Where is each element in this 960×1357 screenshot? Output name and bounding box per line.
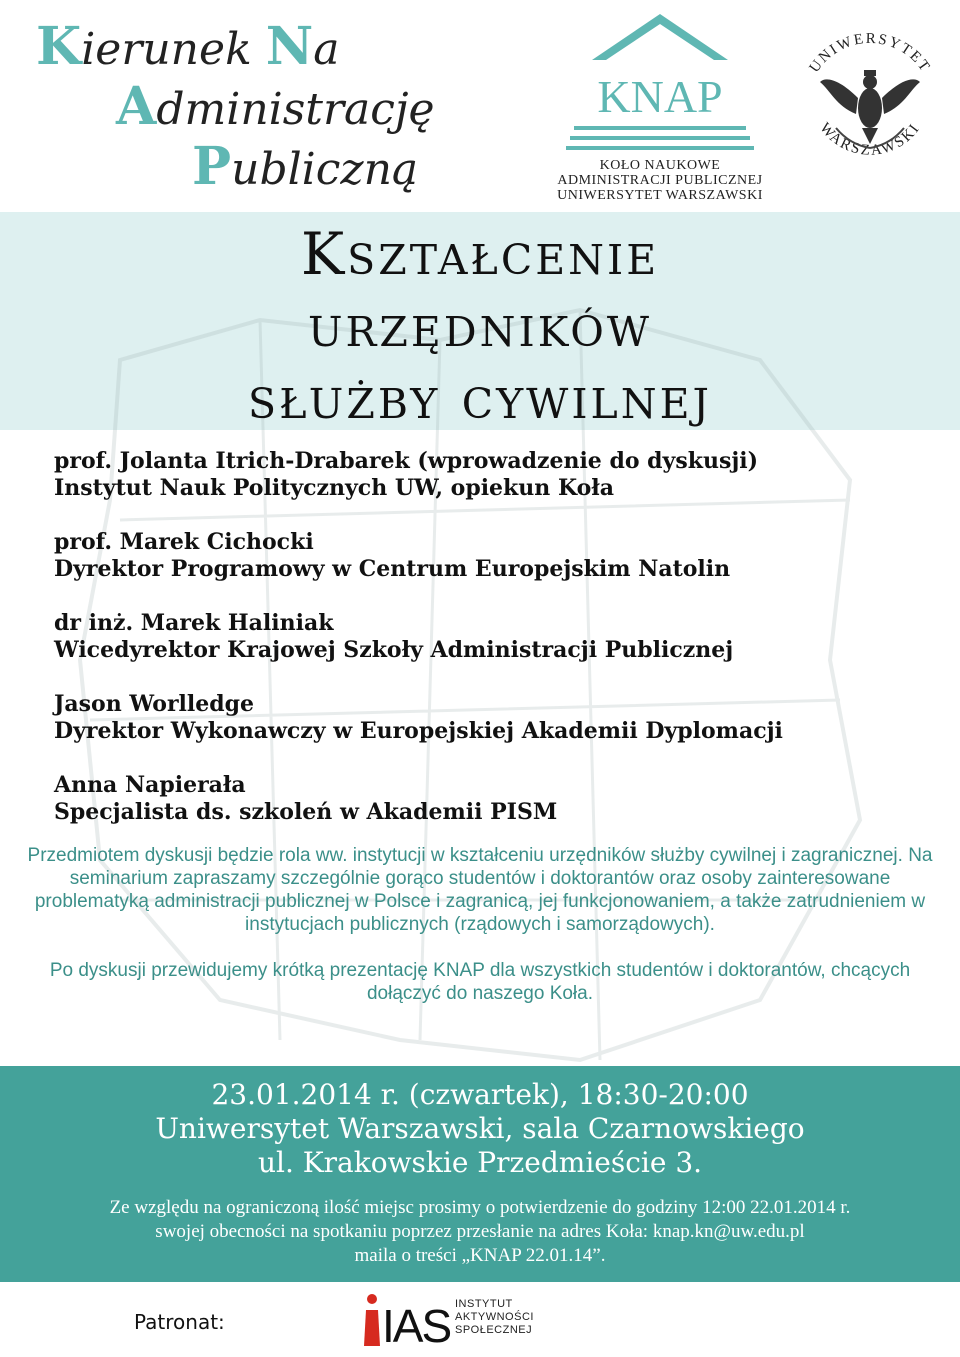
speaker-item (54, 691, 934, 745)
rsvp-note-line-3: maila o treści „KNAP 22.01.14”. (354, 1245, 606, 1266)
event-venue: Uniwersytet Warszawski, sala Czarnowskiego (155, 1112, 805, 1145)
description-paragraph-2: Po dyskusji przewidujemy krótką prezentację KNAP dla wszystkich studentów i doktorantów, chcących dołączyć do naszego Koła. (49, 960, 911, 1004)
knap-step-1 (574, 126, 746, 130)
description (14, 844, 946, 1028)
speaker-item (54, 610, 934, 664)
knap-step-2 (570, 136, 750, 140)
ias-logo-letters: IAS (382, 1300, 451, 1352)
speaker-item (54, 529, 934, 583)
speaker-item (54, 772, 934, 826)
event-date-time: 23.01.2014 r. (czwartek), 18:30-20:00 (211, 1078, 749, 1111)
ias-logo-text: INSTYTUT AKTYWNOŚCI SPOŁECZNEJ (455, 1298, 534, 1336)
title-line-2: urzędników (307, 292, 653, 360)
page-title (0, 218, 960, 434)
patron-label: Patronat: (134, 1310, 225, 1334)
speaker-role: Dyrektor Programowy w Centrum Europejskim Natolin (54, 556, 731, 582)
svg-text:UNIWERSYTET (807, 31, 934, 76)
speaker-name: prof. Jolanta Itrich-Drabarek (wprowadzenie do dyskusji) (54, 448, 759, 474)
speaker-name: Jason Worlledge (54, 691, 255, 717)
rsvp-note (10, 1196, 950, 1268)
speaker-name: Anna Napierała (54, 772, 246, 798)
tagline-line-3: Publiczną (192, 136, 419, 197)
speaker-item (54, 448, 934, 502)
speaker-role: Dyrektor Wykonawczy w Europejskiej Akademii Dyplomacji (54, 718, 783, 744)
knap-logo-text: KNAP (597, 71, 723, 122)
header-tagline (36, 18, 556, 198)
speaker-role: Wicedyrektor Krajowej Szkoły Administracji Publicznej (54, 637, 734, 663)
tagline-line-2: Administrację (116, 76, 435, 137)
speaker-name: prof. Marek Cichocki (54, 529, 314, 555)
title-line-3: służby cywilnej (248, 364, 712, 432)
speaker-role: Specjalista ds. szkoleń w Akademii PISM (54, 799, 558, 825)
event-address: ul. Krakowskie Przedmieście 3. (257, 1146, 703, 1179)
speaker-role: Instytut Nauk Politycznych UW, opiekun Koła (54, 475, 614, 501)
speakers-list (54, 448, 934, 853)
knap-caption: KOŁO NAUKOWE ADMINISTRACJI PUBLICZNEJ UNIWERSYTET WARSZAWSKI (557, 158, 763, 203)
person-icon (364, 1294, 380, 1346)
knap-roof-icon (592, 14, 728, 60)
title-line-1: Kształcenie (300, 220, 660, 288)
speaker-name: dr inż. Marek Haliniak (54, 610, 334, 636)
rsvp-note-line-1: Ze względu na ograniczoną ilość miejsc prosimy o potwierdzenie do godziny 12:00 22.01.2014 r. (109, 1197, 851, 1218)
knap-step-3 (566, 146, 754, 150)
event-details (0, 1078, 960, 1180)
uw-seal (790, 10, 950, 190)
seal-top-text: UNIWERSYTET (806, 30, 934, 76)
description-paragraph-1: Przedmiotem dyskusji będzie rola ww. instytucji w kształceniu urzędników służby cywilnej i zagranicznej. Na seminarium zapraszamy szczególnie gorąco studentów i doktorantów oraz osoby zainteresowane problematyką administracji publicznej w Polsce i zagranicą, jej funkcjonowaniem, a także zatrudnieniem w instytucjach publicznych (rządowych i samorządowych). (27, 845, 933, 935)
rsvp-note-line-2: swojej obecności na spotkaniu poprzez przesłanie na adres Koła: knap.kn@uw.edu.pl (155, 1221, 805, 1242)
tagline-line-1: Kierunek Na (36, 16, 340, 77)
seal-bottom-text: WARSZAWSKI (816, 120, 924, 159)
